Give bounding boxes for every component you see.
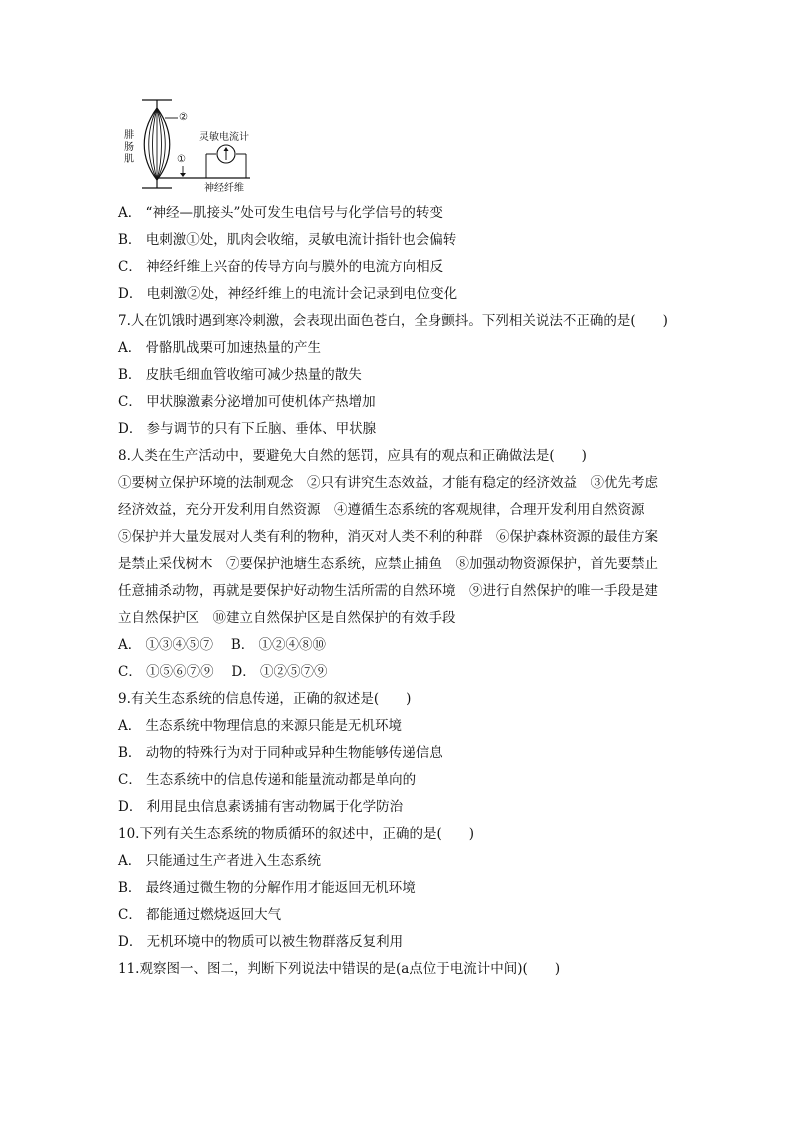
q6-option-a: A． “神经—肌接头”处可发生电信号与化学信号的转变 (118, 205, 443, 221)
muscle-label-char: 肌 (124, 154, 134, 165)
q9-stem: 9.有关生态系统的信息传递，正确的叙述是( ) (118, 691, 412, 707)
muscle-label (124, 130, 134, 166)
muscle-label-char: 肠 (124, 142, 134, 153)
q10-option-a: A． 只能通过生产者进入生态系统 (118, 853, 322, 869)
nerve-fiber-label: 神经纤维 (204, 183, 244, 194)
q8-body-line: ⑤保护并大量发展对人类有利的物种，消灭对人类不利的种群 ⑥保护森林资源的最佳方案 (118, 529, 658, 545)
label-1: ① (177, 154, 186, 165)
q6-option-b: B． 电刺激①处，肌肉会收缩，灵敏电流计指针也会偏转 (118, 232, 457, 248)
label-2: ② (179, 112, 188, 123)
q8-body-line: 立自然保护区 ⑩建立自然保护区是自然保护的有效手段 (118, 610, 456, 626)
q11-stem: 11.观察图一、图二，判断下列说法中错误的是(a点位于电流计中间)( ) (118, 961, 561, 977)
q8-options-row-2: C． ①⑤⑥⑦⑨ D． ①②⑤⑦⑨ (118, 664, 328, 680)
q7-option-d: D． 参与调节的只有下丘脑、垂体、甲状腺 (118, 421, 377, 437)
q10-stem: 10.下列有关生态系统的物质循环的叙述中，正确的是( ) (118, 826, 475, 842)
q8-body-line: 经济效益，充分开发利用自然资源 ④遵循生态系统的客观规律，合理开发利用自然资源 (118, 502, 645, 518)
figure-drawing (128, 96, 268, 196)
question-content (118, 200, 678, 983)
q10-option-d: D． 无机环境中的物质可以被生物群落反复利用 (118, 934, 404, 950)
muscle-nerve-figure (124, 96, 268, 196)
q7-option-b: B． 皮肤毛细血管收缩可减少热量的散失 (118, 367, 362, 383)
q8-body-line: 是禁止采伐树木 ⑦要保护池塘生态系统，应禁止捕鱼 ⑧加强动物资源保护，首先要禁止 (118, 556, 658, 572)
q10-option-b: B． 最终通过微生物的分解作用才能返回无机环境 (118, 880, 416, 896)
q7-option-c: C． 甲状腺激素分泌增加可使机体产热增加 (118, 394, 376, 410)
galvanometer-label: 灵敏电流计 (199, 132, 249, 143)
q7-option-a: A． 骨骼肌战栗可加速热量的产生 (118, 340, 322, 356)
q8-body-line: ①要树立保护环境的法制观念 ②只有讲究生态效益，才能有稳定的经济效益 ③优先考虑 (118, 475, 658, 491)
q8-options-row-1: A． ①③④⑤⑦ B． ①②④⑧⑩ (118, 637, 327, 653)
q6-option-c: C． 神经纤维上兴奋的传导方向与膜外的电流方向相反 (118, 259, 444, 275)
muscle-label-char: 腓 (124, 130, 134, 141)
q6-option-d: D． 电刺激②处，神经纤维上的电流计会记录到电位变化 (118, 286, 458, 302)
q8-stem: 8.人类在生产活动中，要避免大自然的惩罚，应具有的观点和正确做法是( ) (118, 448, 587, 464)
q7-stem: 7.人在饥饿时遇到寒冷刺激，会表现出面色苍白，全身颤抖。下列相关说法不正确的是( ) (118, 313, 668, 329)
q8-body-line: 任意捕杀动物，再就是要保护好动物生活所需的自然环境 ⑨进行自然保护的唯一手段是建 (118, 583, 658, 599)
q9-option-a: A． 生态系统中物理信息的来源只能是无机环境 (118, 718, 403, 734)
q9-option-d: D． 利用昆虫信息素诱捕有害动物属于化学防治 (118, 799, 404, 815)
q9-option-b: B． 动物的特殊行为对于同种或异种生物能够传递信息 (118, 745, 443, 761)
q9-option-c: C． 生态系统中的信息传递和能量流动都是单向的 (118, 772, 417, 788)
q10-option-c: C． 都能通过燃烧返回大气 (118, 907, 282, 923)
